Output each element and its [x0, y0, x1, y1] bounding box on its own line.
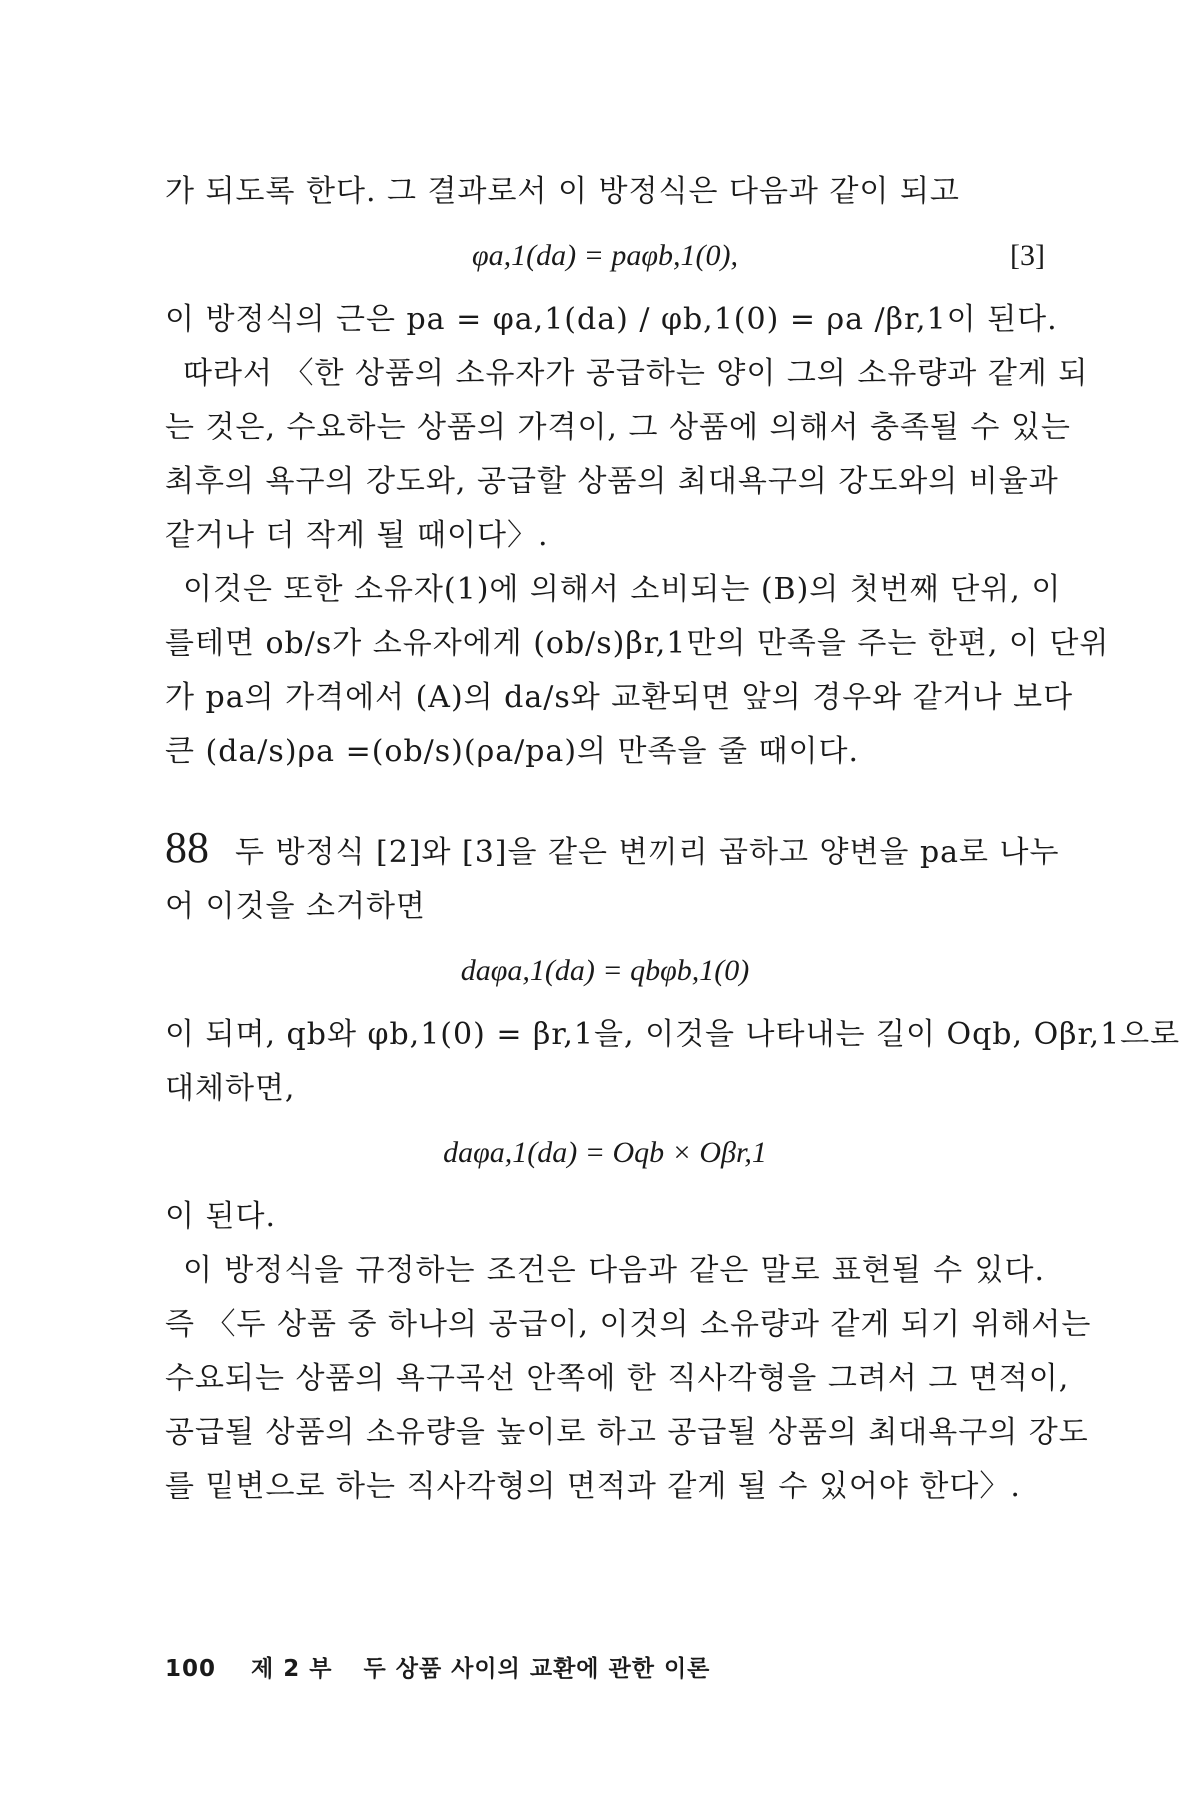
paragraph-line: 를테면 ob/s가 소유자에게 (ob/s)βr,1만의 만족을 주는 한편, 이 단위 [165, 626, 1110, 661]
paragraph-line: 가 되도록 한다. 그 결과로서 이 방정식은 다음과 같이 되고 [165, 174, 960, 209]
paragraph-line: 는 것은, 수요하는 상품의 가격이, 그 상품에 의해서 충족될 수 있는 [165, 410, 1071, 445]
page-body [165, 165, 1181, 1514]
paragraph-text: 두 방정식 [2]와 [3]을 같은 변끼리 곱하고 양변을 pa로 나누 [235, 835, 1060, 870]
paragraph-line: 이 된다. [165, 1199, 277, 1234]
equation-text: daφa,1(da) = Oqb × Oβr,1 [443, 1136, 767, 1169]
section-number: 88 [165, 823, 209, 872]
paragraph-line: 이것은 또한 소유자(1)에 의해서 소비되는 (B)의 첫번째 단위, 이 [183, 572, 1062, 607]
paragraph-line: 공급될 상품의 소유량을 높이로 하고 공급될 상품의 최대욕구의 강도 [165, 1415, 1089, 1450]
page-footer [165, 1650, 710, 1683]
paragraph-line: 큰 (da/s)ρa =(ob/s)(ρa/pa)의 만족을 줄 때이다. [165, 734, 860, 769]
paragraph-line: 즉 〈두 상품 중 하나의 공급이, 이것의 소유량과 같게 되기 위해서는 [165, 1307, 1092, 1342]
equation-text: φa,1(da) = paφb,1(0), [472, 239, 738, 272]
equation-4 [165, 934, 1045, 1008]
paragraph-line: 같거나 더 작게 될 때이다〉. [165, 518, 549, 553]
paragraph-line: 따라서 〈한 상품의 소유자가 공급하는 양이 그의 소유량과 같게 되 [183, 356, 1089, 391]
paragraph-line: 최후의 욕구의 강도와, 공급할 상품의 최대욕구의 강도와의 비율과 [165, 464, 1059, 499]
chapter-title: 두 상품 사이의 교환에 관한 이론 [363, 1656, 711, 1682]
paragraph-line: 어 이것을 소거하면 [165, 889, 426, 924]
section-first-line [165, 821, 1060, 880]
paragraph-line: 이 방정식을 규정하는 조건은 다음과 같은 말로 표현될 수 있다. [183, 1253, 1045, 1288]
part-label: 제 2 부 [251, 1656, 333, 1682]
paragraph-line: 수요되는 상품의 욕구곡선 안쪽에 한 직사각형을 그려서 그 면적이, [165, 1361, 1070, 1396]
equation-3 [165, 219, 1045, 293]
paragraph-line: 가 pa의 가격에서 (A)의 da/s와 교환되면 앞의 경우와 같거나 보다 [165, 680, 1074, 715]
page-number: 100 [165, 1656, 217, 1682]
paragraph-line: 이 방정식의 근은 pa = φa,1(da) / φb,1(0) = ρa /βr,1이 된다. [165, 302, 1058, 337]
equation-text: daφa,1(da) = qbφb,1(0) [460, 954, 750, 987]
equation-5 [165, 1116, 1045, 1190]
paragraph-line: 대체하면, [165, 1071, 296, 1106]
equation-number: [3] [1010, 239, 1045, 272]
paragraph-line: 이 되며, qb와 φb,1(0) = βr,1을, 이것을 나타내는 길이 Oqb, Oβr,1으로 [165, 1017, 1181, 1052]
paragraph-line: 를 밑변으로 하는 직사각형의 면적과 같게 될 수 있어야 한다〉. [165, 1469, 1021, 1504]
